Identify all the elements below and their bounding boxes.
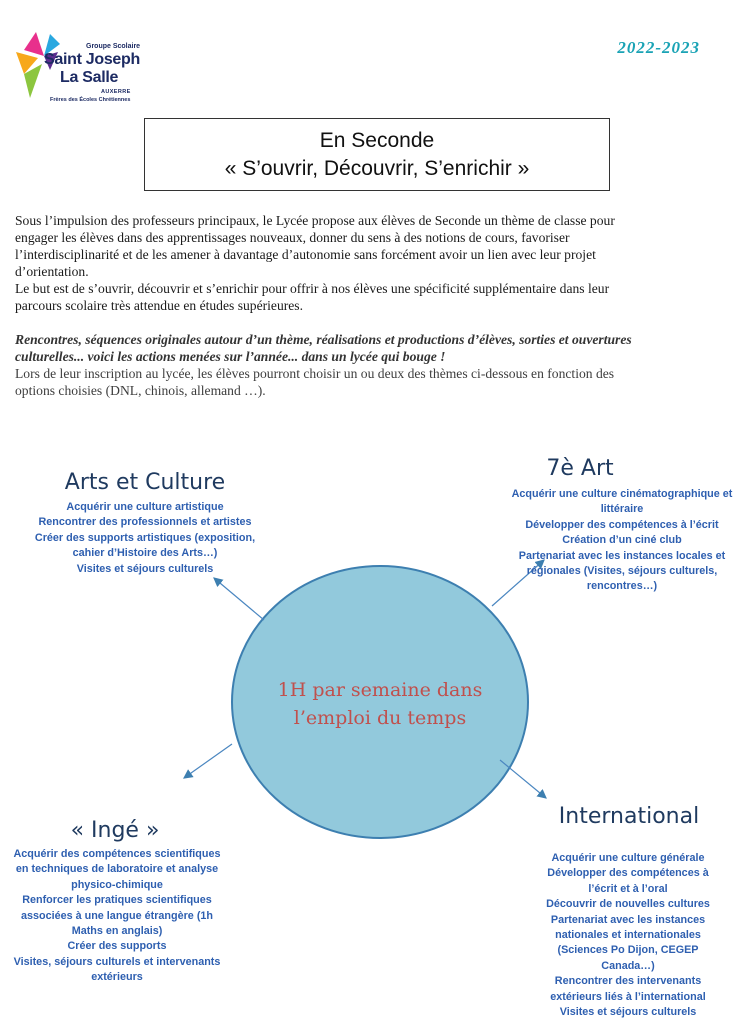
theme-item: Maths en anglais) bbox=[71, 925, 163, 938]
theme-item: Créer des supports bbox=[67, 940, 167, 953]
theme-title-international: International bbox=[558, 804, 700, 829]
logo-name-line2: La Salle bbox=[60, 69, 119, 86]
theme-item: Acquérir une culture générale bbox=[551, 852, 705, 864]
theme-item: Acquérir des compétences scientifiques bbox=[13, 848, 221, 860]
theme-list-arts bbox=[20, 500, 270, 577]
theme-item: Développer des compétences à l’écrit bbox=[525, 518, 719, 531]
theme-item: nationales et internationales bbox=[555, 929, 701, 942]
logo-group-text: Groupe Scolaire bbox=[86, 43, 141, 50]
intro-line: options choisies (DNL, chinois, allemand …). bbox=[15, 383, 266, 398]
theme-item: Canada…) bbox=[601, 959, 655, 972]
theme-item: Partenariat avec les instances locales et bbox=[518, 549, 726, 562]
theme-item: Acquérir une culture cinématographique et bbox=[511, 488, 733, 500]
page-subtitle: « S’ouvrir, Découvrir, S’enrichir » bbox=[224, 157, 530, 180]
theme-item: Créer des supports artistiques (exposition, bbox=[34, 531, 256, 544]
theme-item: Visites et séjours culturels bbox=[559, 1006, 697, 1019]
theme-item: l’écrit et à l’oral bbox=[588, 882, 668, 895]
theme-item: physico-chimique bbox=[71, 878, 163, 891]
logo-name-line1: Saint Joseph bbox=[44, 51, 140, 68]
intro-highlight-line: culturelles... voici les actions menées sur l’année... dans un lycée qui bouge ! bbox=[15, 349, 446, 364]
intro-line: parcours scolaire très attendue en études supérieures. bbox=[15, 298, 303, 313]
theme-item: Visites et séjours culturels bbox=[76, 562, 214, 575]
theme-item: régionales (Visites, séjours culturels, bbox=[526, 565, 718, 578]
theme-item: extérieurs bbox=[91, 971, 143, 984]
theme-item: rencontres…) bbox=[586, 580, 658, 593]
intro-line: Sous l’impulsion des professeurs principaux, le Lycée propose aux élèves de Seconde un thème de classe pour bbox=[15, 213, 615, 228]
theme-item: Rencontrer des professionnels et artistes bbox=[38, 516, 252, 529]
intro-line: l’interdisciplinarité et de les amener à davantage d’autonomie sans forcément avoir un lien avec leur projet bbox=[15, 247, 596, 262]
theme-title-cinema: 7è Art bbox=[546, 456, 614, 481]
theme-item: Visites, séjours culturels et intervenants bbox=[13, 955, 221, 968]
intro-highlight-line: Rencontres, séquences originales autour d’un thème, réalisations et productions d’élèves, sorties et ouvertures bbox=[15, 332, 632, 347]
theme-list-international bbox=[508, 851, 748, 1020]
theme-title-arts: Arts et Culture bbox=[64, 470, 226, 495]
theme-title-inge: « Ingé » bbox=[70, 818, 160, 843]
theme-item: cahier d’Histoire des Arts…) bbox=[72, 547, 218, 560]
page-title: En Seconde bbox=[319, 129, 435, 152]
theme-item: en techniques de laboratoire et analyse bbox=[15, 863, 219, 876]
arrow-international bbox=[500, 760, 546, 798]
logo-city: AUXERRE bbox=[101, 89, 131, 95]
theme-item: associées à une langue étrangère (1h bbox=[20, 909, 214, 922]
theme-list-inge bbox=[3, 847, 231, 986]
theme-item: Partenariat avec les instances bbox=[550, 913, 706, 926]
theme-item: Acquérir une culture artistique bbox=[66, 501, 224, 513]
theme-item: Renforcer les pratiques scientifiques bbox=[22, 894, 212, 907]
intro-line: engager les élèves dans des apprentissages nouveaux, donner du sens à des notions de cours, favoriser bbox=[15, 230, 570, 245]
center-label-line: 1H par semaine dans bbox=[277, 679, 483, 701]
theme-item: Découvrir de nouvelles cultures bbox=[546, 898, 710, 911]
intro-line: Le but est de s’ouvrir, découvrir et s’enrichir pour offrir à nos élèves une spécificité supplémentaire dans leur bbox=[15, 281, 610, 296]
theme-item: littéraire bbox=[600, 503, 644, 516]
theme-item: Développer des compétences à bbox=[547, 867, 709, 880]
center-label-line: l’emploi du temps bbox=[293, 707, 467, 729]
arrow-inge bbox=[184, 744, 232, 778]
theme-item: Rencontrer des intervenants bbox=[554, 975, 702, 988]
intro-line: Lors de leur inscription au lycée, les élèves pourront choisir un ou deux des thèmes ci-dessous en fonction des bbox=[15, 366, 615, 381]
logo-tagline: Frères des Écoles Chrétiennes bbox=[50, 97, 131, 103]
theme-item: (Sciences Po Dijon, CEGEP bbox=[557, 944, 699, 957]
intro-line: d’orientation. bbox=[15, 264, 89, 279]
theme-list-cinema bbox=[498, 487, 746, 595]
center-label bbox=[240, 676, 520, 732]
arrow-arts bbox=[214, 578, 264, 620]
theme-item: Création d’un ciné club bbox=[562, 534, 682, 547]
theme-item: extérieurs liés à l’international bbox=[550, 990, 706, 1003]
school-year: 2022-2023 bbox=[617, 38, 700, 57]
